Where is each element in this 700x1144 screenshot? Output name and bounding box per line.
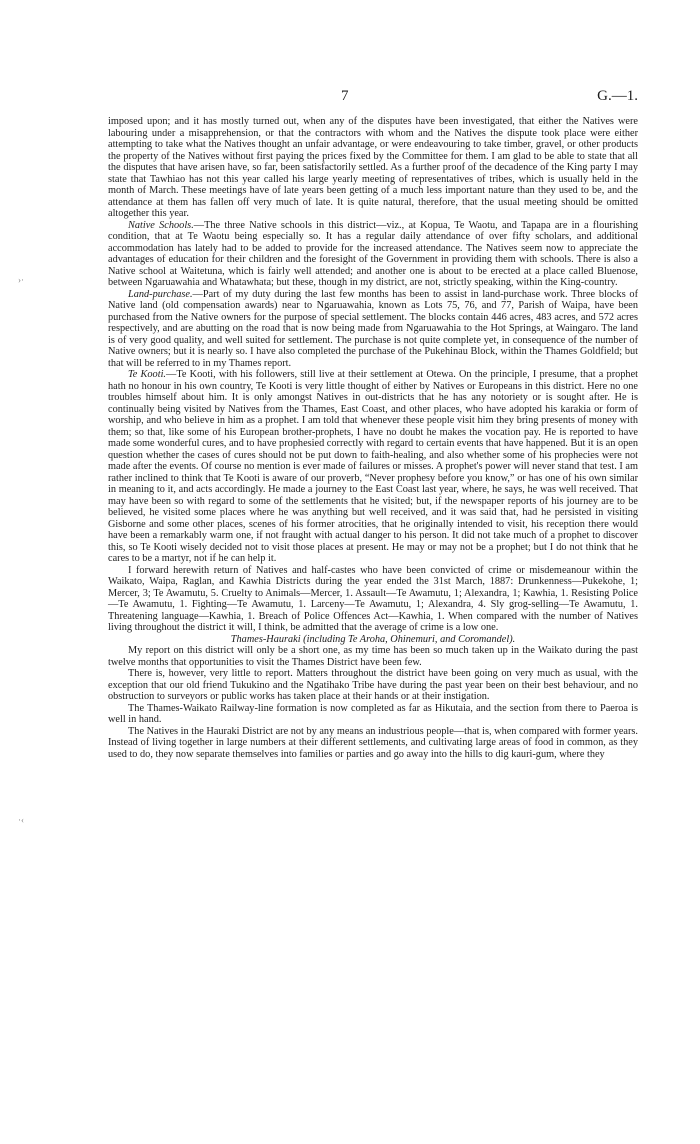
paragraph-lead: Land-purchase.: [128, 288, 193, 300]
paragraph-text: —The three Native schools in this district—viz., at Kopua, Te Waotu, and Tapapa are in a flourishing condition, that at Te Waotu being especially so. It has a regular daily attendance of over fifty scholars, and additional accommodation has lately had to be added to provide for the increased attendance. The Natives seem now to appreciate the advantages of education for their children and the foresight of the Government in providing them with schools. There is also a Native school at Waitetuna, which is fairly well attended; and another one is about to be erected at a place called Bluenose, between Ngaruawahia and Whatawhata; but these, though in my district, are not, strictly speaking, within the King-country.: [108, 219, 638, 288]
paragraph-native-schools: [108, 220, 638, 289]
paragraph-text: The Natives in the Hauraki District are not by any means an industrious people—that is, when compared with former years. Instead of living together in large numbers at their different settlements, and cultivating large areas of food in common, as they used to do, they now separate themselves into families or parties and go away into the hills to dig kauri-gum, where they: [108, 725, 638, 760]
document-body: [108, 116, 638, 760]
paragraph-crime-return: [108, 565, 638, 634]
paragraph-text: imposed upon; and it has mostly turned out, when any of the disputes have been investigated, that either the Natives were labouring under a misapprehension, or that the contractors with whom and the Natives the dispute took place were either attempting to take what the Natives thought an unfair advantage, or were endeavouring to take timber, gravel, or other products the property of the Natives without first paying the prices fixed by the Committee for them. I am glad to be able to state that all the disputes that have arisen have, so far, been satisfactorily settled. As a further proof of the decadence of the King party I may state that Tawhiao has not this year called his large yearly meeting of representatives of tribes, which is usually held in the month of March. These meetings have of late years been getting of a much less important nature than they used to be, and the attendance at them has fallen off very much of late. It is quite natural, therefore, that the usual meeting should be omitted altogether this year.: [108, 116, 638, 219]
paragraph-thames-intro: [108, 645, 638, 668]
margin-mark: ›·: [18, 275, 24, 285]
section-heading-thames: Thames-Hauraki (including Te Aroha, Ohinemuri, and Coromandel).: [230, 633, 516, 645]
paragraph-land-purchase: [108, 289, 638, 370]
document-reference: G.—1.: [597, 88, 638, 104]
page-number: 7: [341, 88, 349, 104]
paragraph-text: The Thames-Waikato Railway-line formation is now completed as far as Hikutaia, and the section from there to Paeroa is well in hand.: [108, 702, 638, 725]
paragraph-lead: Native Schools.: [128, 219, 194, 231]
paragraph-railway: [108, 703, 638, 726]
page-header: [108, 88, 638, 110]
paragraph-king-party: [108, 116, 638, 220]
paragraph-te-kooti: [108, 369, 638, 565]
paragraph-text: —Part of my duty during the last few months has been to assist in land-purchase work. Three blocks of Native land (old compensation awards) near to Ngaruawahia, known as Lots 75, 76, and 77, Parish of Waipa, have been purchased from the Native owners for the purpose of special settlement. The blocks contain 446 acres, 483 acres, and 572 acres respectively, and are abutting on the road that is now being made from Ngaruawahia to the Hot Springs, at Waingaro. The land is of very good quality, and well suited for settlement. The purchase is not quite complete yet, in consequence of the number of Native owners; but it is nearly so. I have also completed the purchase of the Pukehinau Block, within the Thames Goldfield; but that will be referred to in my Thames report.: [108, 288, 638, 369]
paragraph-text: There is, however, very little to report. Matters throughout the district have been going on very much as usual, with the exception that our old friend Tukukino and the Ngatihako Tribe have during the past year been on their best behaviour, and no obstruction to surveyors or public works has taken place at their hands or at their instigation.: [108, 668, 638, 702]
margin-mark: ·‹: [18, 815, 24, 825]
paragraph-lead: Te Kooti.: [128, 369, 167, 380]
paragraph-text: I forward herewith return of Natives and half-castes who have been convicted of crime or misdemeanour within the Waikato, Waipa, Raglan, and Kawhia Districts during the year ended the 31st March, 1887: Drunkenness—Pukekohe, 1; Mercer, 3; Te Awamutu, 5. Cruelty to Animals—Mercer, 1. Assault—Te Awamutu, 1; Alexandra, 1; Kawhia, 1. Resisting Police—Te Awamutu, 1. Fighting—Te Awamutu, 1. Larceny—Te Awamutu, 1; Alexandra, 4. Sly grog-selling—Te Awamutu, 1. Threatening language—Kawhia, 1. Breach of Police Offences Act—Kawhia, 1. When compared with the number of Natives living throughout the district it will, I think, be admitted that the average of crime is a low one.: [108, 564, 638, 633]
paragraph-text: —Te Kooti, with his followers, still live at their settlement at Otewa. On the principle, I presume, that a prophet hath no honour in his own country, Te Kooti is very little thought of either by Natives or Europeans in this district. Here no one troubles himself about him. It is only amongst Natives in out-districts that he has any notoriety or is sought after. He is continually being visited by Natives from the Thames, East Coast, and other places, who have adopted his karakia or form of worship, and who believe in him as a prophet. I am told that whenever these people visit him they bring presents of money with them; so that, like some of his European brother-prophets, I have no doubt he makes the vocation pay. He is reported to have made some wonderful cures, and to have prophesied correctly with regard to certain events that have happened. But it is an open question whether the cases of cures should not be put down to faith-healing, and also whether some of his prophecies were not made after the events. Of course no mention is ever made of failures or misses. A prophet's power will never stand that test. I am rather inclined to think that Te Kooti is aware of our proverb, “Never prophesy before you know,” or has one of his own similar in meaning to it, and acts accordingly. He made a journey to the East Coast last year, where, he says, he was well received. That may have been so with regard to some of the settlements that he visited; but, if the newspaper reports of his journey are to be believed, he visited some places where he was anything but well received, and it was said that, had he persisted in visiting Gisborne and some other places, scenes of his former atrocities, that he originally intended to visit, his reception there would have been a remarkably warm one, if not fraught with actual danger to his person. It did not take much of a prophet to discover this, so Te Kooti wisely decided not to visit those places at present. He may or may not be a prophet; but I do not think that he cares to be a martyr, not if he can help it.: [108, 369, 638, 564]
paragraph-hauraki-natives: [108, 726, 638, 761]
paragraph-thames-report: [108, 668, 638, 703]
paragraph-text: My report on this district will only be a short one, as my time has been so much taken up in the Waikato during the past twelve months that opportunities to visit the Thames District have been few.: [108, 645, 638, 668]
